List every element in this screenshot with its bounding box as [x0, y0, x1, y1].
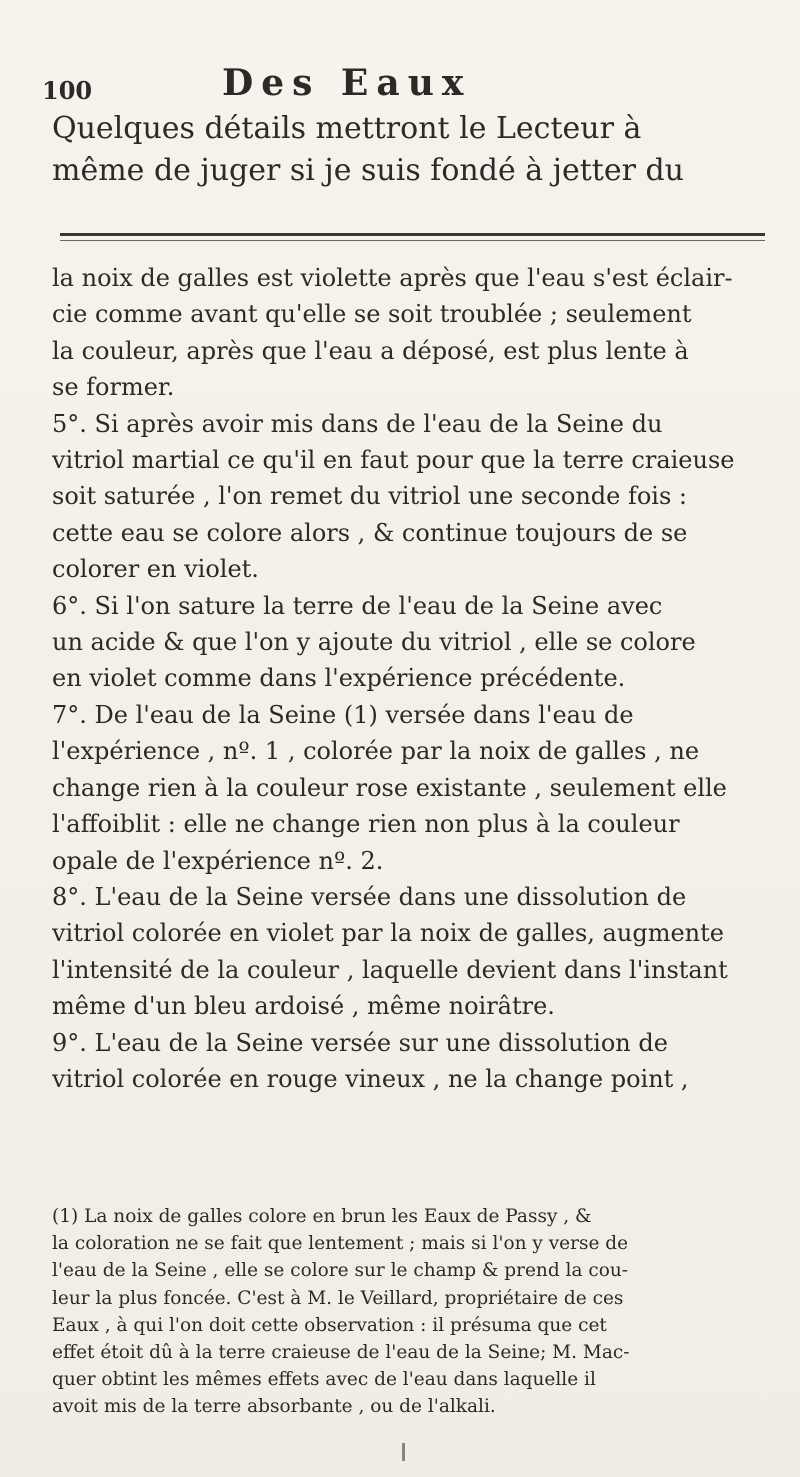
section-divider-thin [60, 240, 765, 241]
text-line: cette eau se colore alors , & continue toujours de se [52, 518, 688, 547]
footnote [52, 1203, 772, 1421]
text-line: vitriol martial ce qu'il en faut pour que la terre craieuse [52, 446, 735, 475]
text-line: même d'un bleu ardoisé , même noirâtre. [52, 992, 555, 1021]
text-line: l'intensité de la couleur , laquelle devient dans l'instant [52, 955, 728, 984]
text-line: se former. [52, 373, 175, 402]
page-number: 100 [42, 76, 93, 105]
footnote-line: avoit mis de la terre absorbante , ou de l'alkali. [52, 1396, 496, 1418]
section-divider [60, 233, 765, 236]
intro-line: Quelques détails mettront le Lecteur à [52, 111, 642, 146]
footnote-line: leur la plus foncée. C'est à M. le Veillard, propriétaire de ces [52, 1287, 624, 1309]
text-line: en violet comme dans l'expérience précédente. [52, 664, 626, 693]
text-line: cie comme avant qu'elle se soit troublée ; seulement [52, 300, 692, 329]
text-line: vitriol colorée en rouge vineux , ne la change point , [52, 1064, 689, 1093]
text-line: l'expérience , nº. 1 , colorée par la noix de galles , ne [52, 737, 700, 766]
text-line: 7°. De l'eau de la Seine (1) versée dans l'eau de [52, 700, 634, 729]
text-line: soit saturée , l'on remet du vitriol une seconde fois : [52, 482, 688, 511]
running-title: Des Eaux [222, 62, 472, 104]
body-text [52, 260, 772, 1097]
footnote-line: la coloration ne se fait que lentement ; mais si l'on y verse de [52, 1233, 629, 1255]
text-line: 9°. L'eau de la Seine versée sur une dissolution de [52, 1028, 668, 1057]
text-line: vitriol colorée en violet par la noix de galles, augmente [52, 919, 724, 948]
text-line: opale de l'expérience nº. 2. [52, 846, 384, 875]
intro-paragraph [52, 108, 772, 192]
text-line: change rien à la couleur rose existante , seulement elle [52, 773, 727, 802]
ink-mark [402, 1443, 405, 1461]
text-line: 5°. Si après avoir mis dans de l'eau de la Seine du [52, 409, 663, 438]
text-line: la noix de galles est violette après que l'eau s'est éclair- [52, 264, 733, 292]
text-line: 8°. L'eau de la Seine versée dans une dissolution de [52, 882, 687, 911]
footnote-line: effet étoit dû à la terre craieuse de l'eau de la Seine; M. Mac- [52, 1342, 630, 1364]
footnote-line: quer obtint les mêmes effets avec de l'eau dans laquelle il [52, 1369, 596, 1391]
footnote-line: (1) La noix de galles colore en brun les Eaux de Passy , & [52, 1206, 592, 1227]
text-line: un acide & que l'on y ajoute du vitriol , elle se colore [52, 628, 696, 657]
text-line: l'affoiblit : elle ne change rien non plus à la couleur [52, 810, 680, 839]
footnote-line: l'eau de la Seine , elle se colore sur le champ & prend la cou- [52, 1260, 629, 1282]
text-line: 6°. Si l'on sature la terre de l'eau de la Seine avec [52, 591, 663, 620]
running-head [42, 62, 762, 112]
text-line: la couleur, après que l'eau a déposé, est plus lente à [52, 336, 689, 365]
footnote-line: Eaux , à qui l'on doit cette observation : il présuma que cet [52, 1314, 607, 1336]
text-line: colorer en violet. [52, 555, 259, 584]
intro-line: même de juger si je suis fondé à jetter du [52, 153, 684, 188]
